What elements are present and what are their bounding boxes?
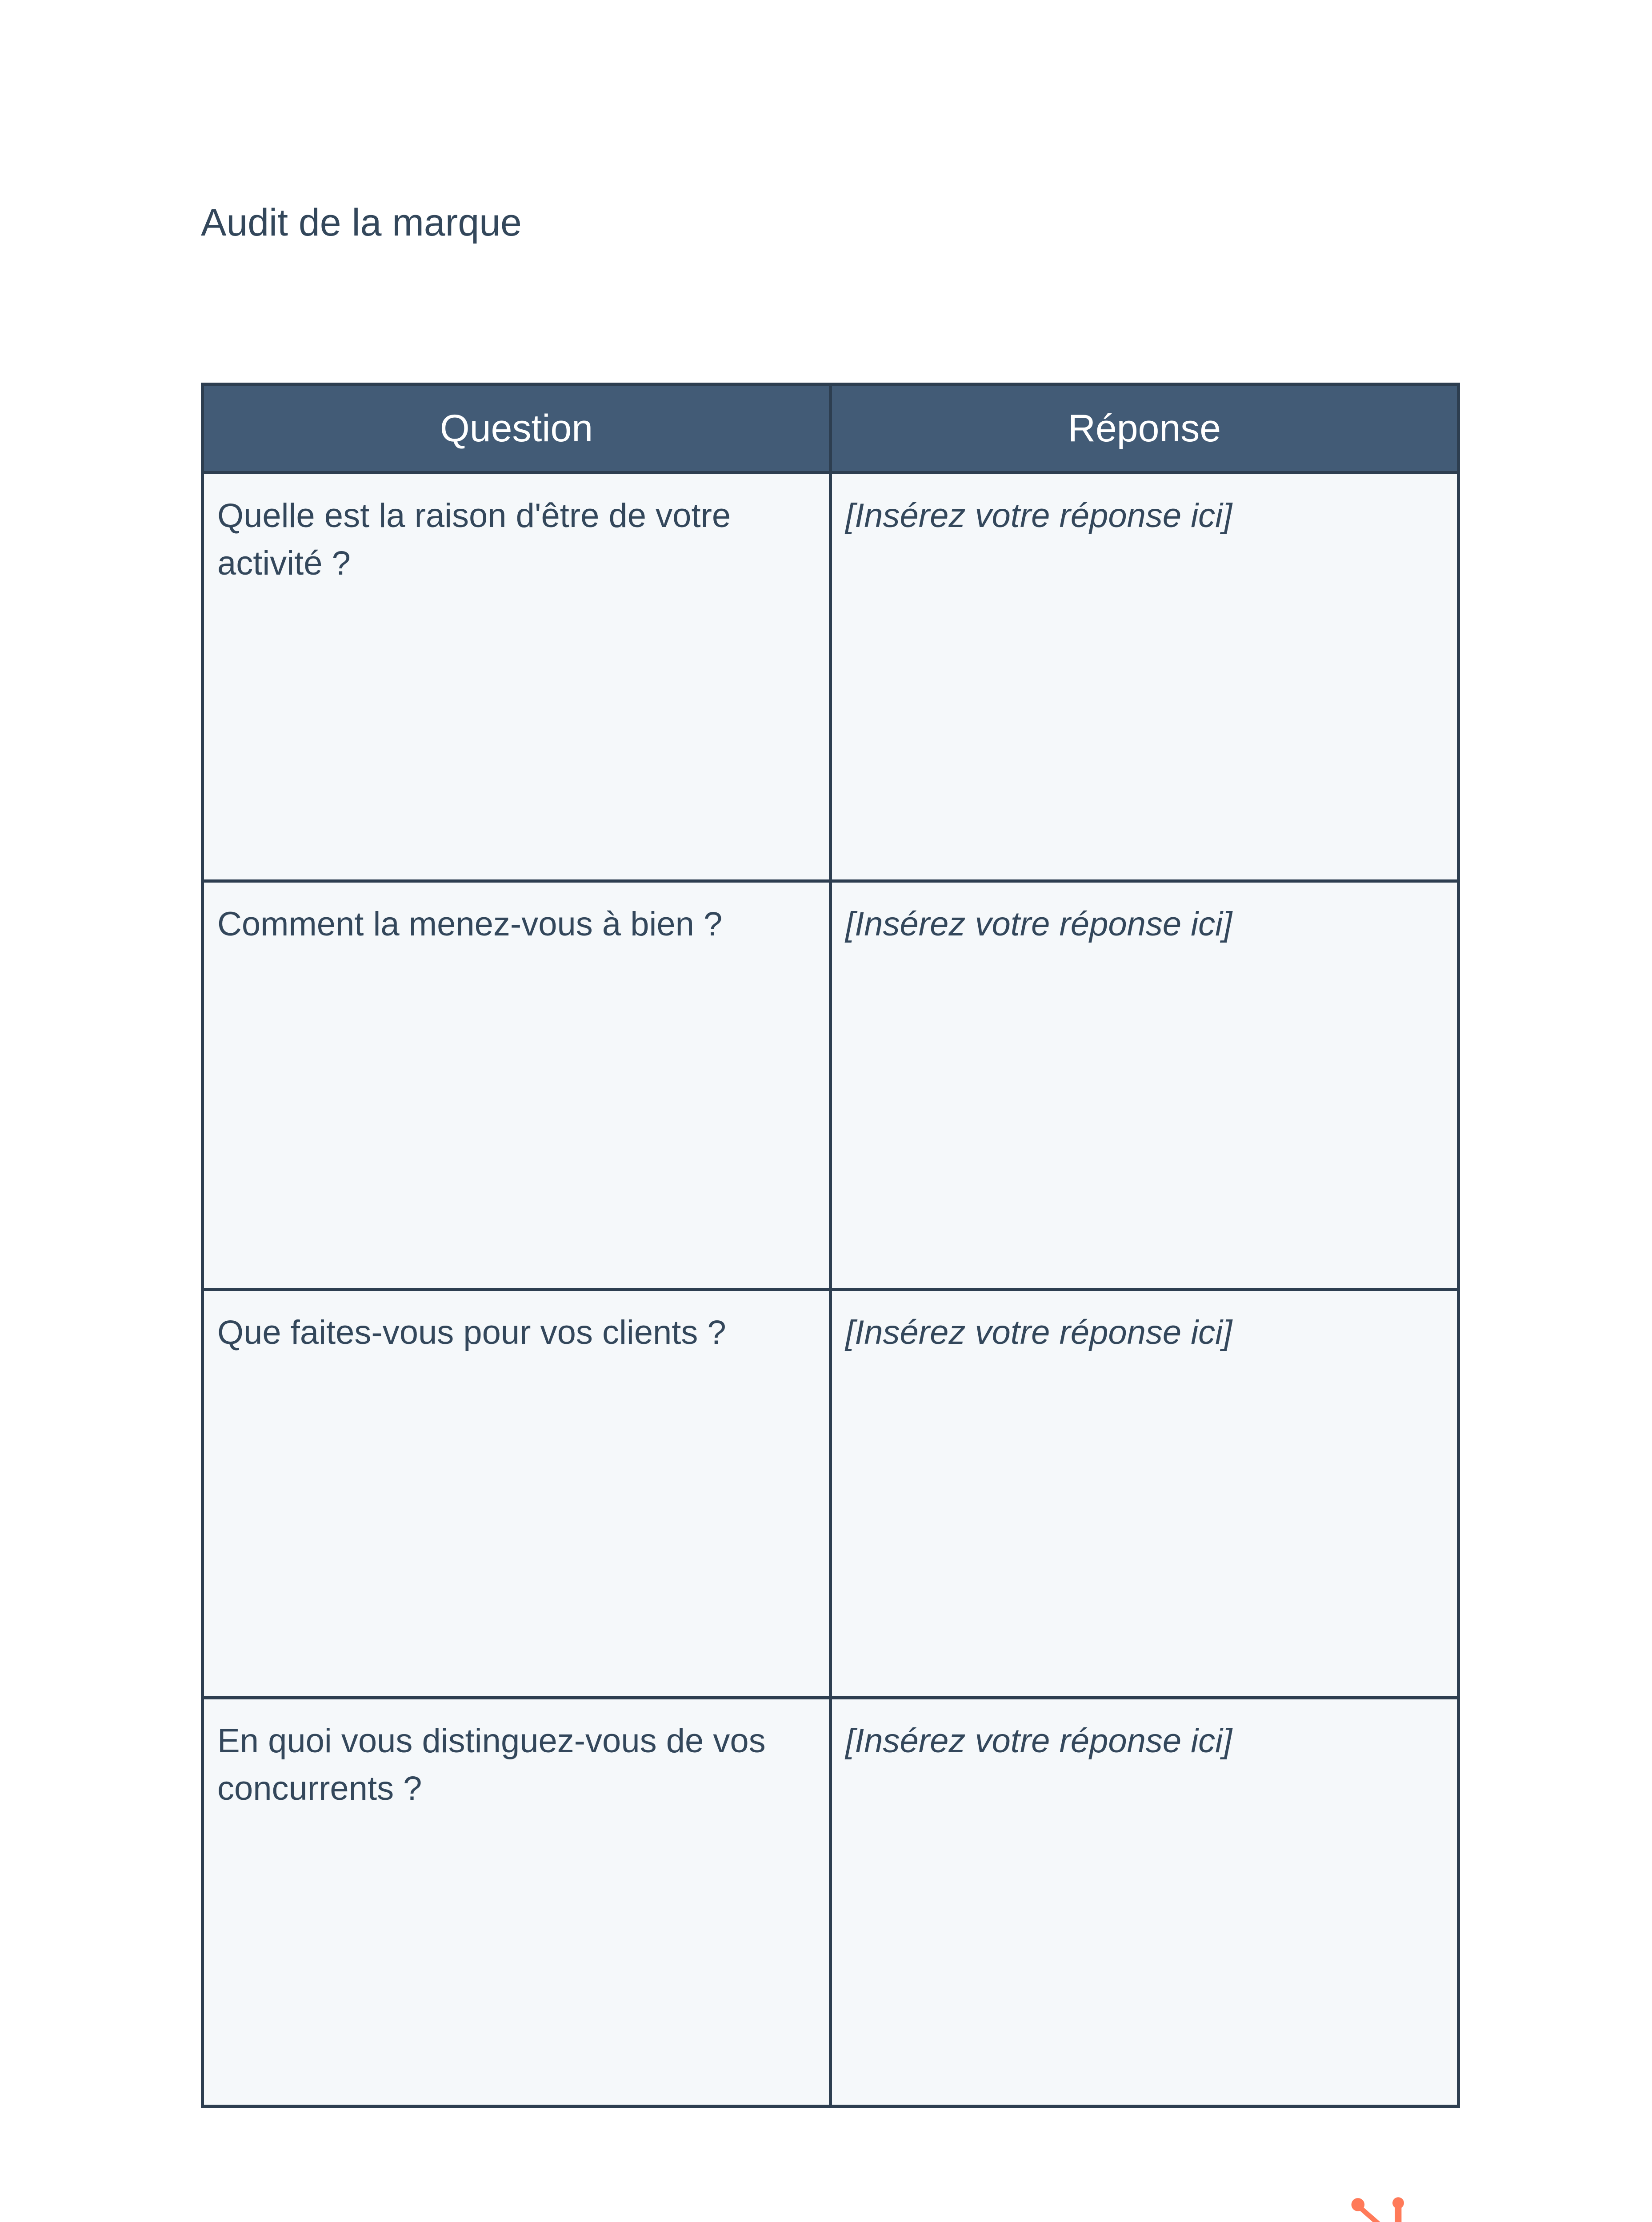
column-header-answer: Réponse bbox=[831, 384, 1459, 473]
table-header-row bbox=[203, 384, 1459, 473]
page-title: Audit de la marque bbox=[201, 201, 522, 244]
answer-cell[interactable]: [Insérez votre réponse ici] bbox=[831, 473, 1459, 881]
question-cell: Comment la menez-vous à bien ? bbox=[203, 881, 831, 1290]
answer-cell[interactable]: [Insérez votre réponse ici] bbox=[831, 1290, 1459, 1698]
column-header-question: Question bbox=[203, 384, 831, 473]
answer-cell[interactable]: [Insérez votre réponse ici] bbox=[831, 1698, 1459, 2106]
answer-cell[interactable]: [Insérez votre réponse ici] bbox=[831, 881, 1459, 1290]
brand-audit-table bbox=[201, 383, 1460, 2108]
hubspot-sprocket-icon bbox=[1349, 2193, 1431, 2222]
table-row bbox=[203, 473, 1459, 881]
table-row bbox=[203, 1290, 1459, 1698]
question-cell: Quelle est la raison d'être de votre activité ? bbox=[203, 473, 831, 881]
question-cell: En quoi vous distinguez-vous de vos concurrents ? bbox=[203, 1698, 831, 2106]
question-cell: Que faites-vous pour vos clients ? bbox=[203, 1290, 831, 1698]
table-row bbox=[203, 1698, 1459, 2106]
table-row bbox=[203, 881, 1459, 1290]
